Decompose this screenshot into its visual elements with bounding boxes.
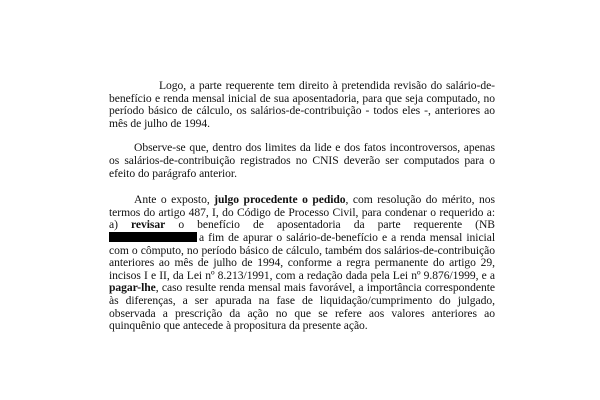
pagar-lhe-text: pagar-lhe <box>109 281 156 295</box>
dispositivo-text-beneficio: o benefício de aposentadoria da parte requerente (NB <box>165 218 495 232</box>
revisar-text: revisar <box>131 218 166 232</box>
paragraph-direito-revisao: Logo, a parte requerente tem direito à pretendida revisão do salário-de-benefício e renda mensal inicial de sua aposentadoria, para que seja computado, no período básico de cálculo, os salários-de-contribuição - todos eles -, anteriores ao mês de julho de 1994. <box>109 79 495 130</box>
redacted-benefit-number <box>109 232 197 242</box>
dispositivo-text-condenacao: , com resolução do mérito, nos termos do artigo 487, I, do Código de Processo Civil, para condenar o requerido a: a) <box>109 193 495 232</box>
paragraph-dispositivo <box>109 194 495 333</box>
dispositivo-text-intro: Ante o exposto, <box>134 193 215 207</box>
julgo-procedente-text: julgo procedente o pedido <box>214 193 346 207</box>
dispositivo-text-diferencas: , caso resulte renda mensal mais favorável, a importância correspondente às diferenças, a ser apurada na fase de liquidação/cumprimento do julgado, observada a prescrição da ação no que se refere aos valores anteriores ao quinquênio que antecede à propositura da presente ação. <box>109 281 495 333</box>
paragraph-limites-lide: Observe-se que, dentro dos limites da lide e dos fatos incontroversos, apenas os salários-de-contribuição registrados no CNIS deverão ser computados para o efeito do parágrafo anterior. <box>109 141 495 180</box>
document-body <box>109 80 495 333</box>
dispositivo-text-calculo: a fim de apurar o salário-de-benefício e a renda mensal inicial com o cômputo, no período básico de cálculo, também dos salários-de-contribuição anteriores ao mês de julho de 1994, conforme a regra permanente do artigo 29, incisos I e II, da Lei nº 8.213/1991, com a redação dada pela Lei nº 9.876/1999, e a <box>109 230 495 282</box>
